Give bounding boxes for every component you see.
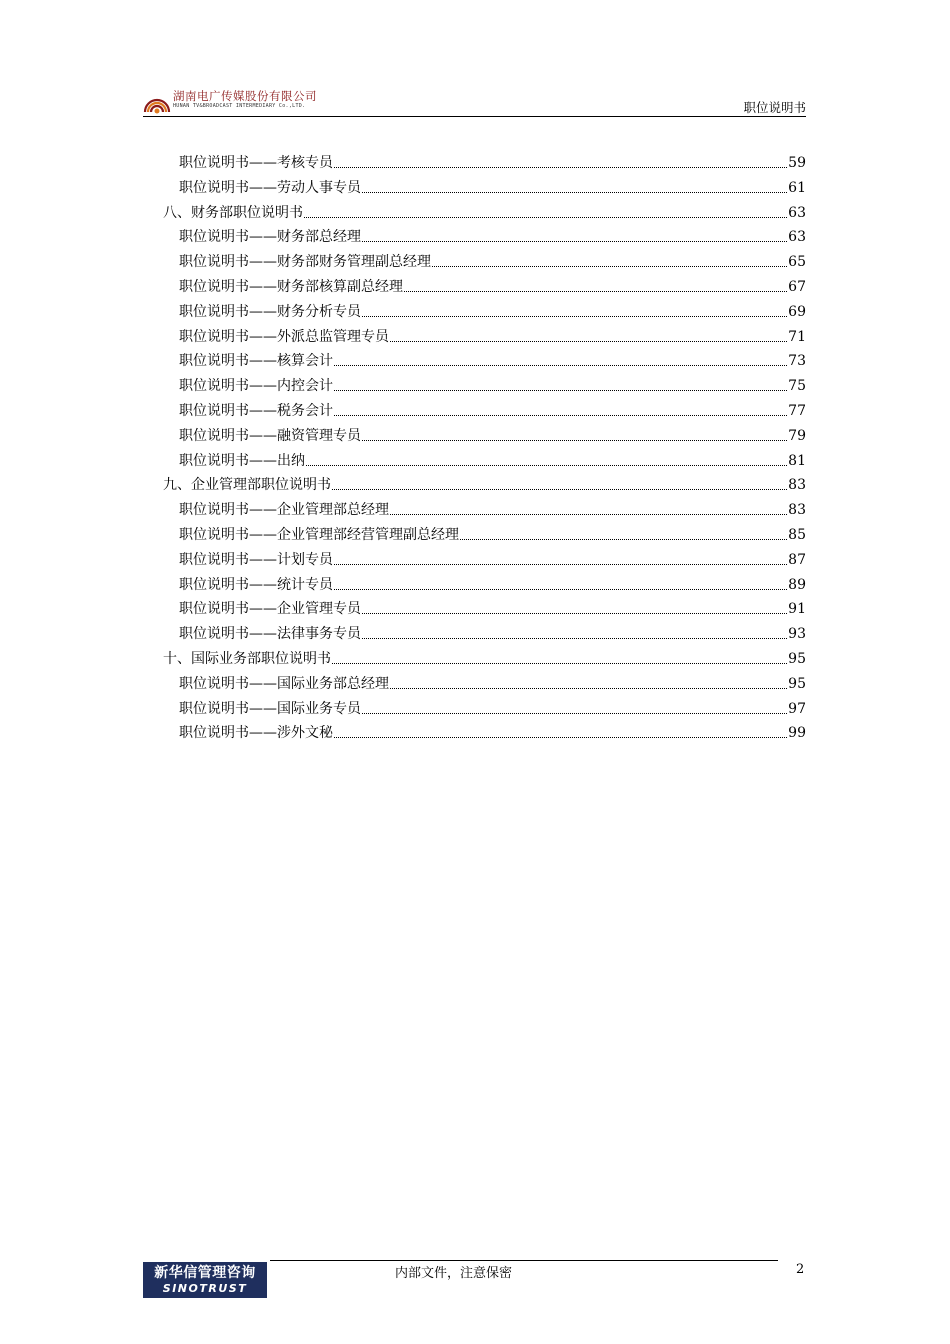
toc-entry-page: 97	[788, 700, 806, 717]
toc-dot-leader	[362, 192, 787, 193]
toc-entry-page: 83	[788, 477, 806, 494]
toc-dot-leader	[460, 539, 787, 540]
toc-entry-page: 73	[788, 353, 806, 370]
toc-entry-title: 职位说明书——税务会计	[179, 403, 333, 419]
toc-entry-title: 职位说明书——财务部总经理	[179, 229, 361, 246]
toc-entry-title: 九、企业管理部职位说明书	[163, 477, 331, 494]
toc-entry-title: 职位说明书——统计专员	[179, 576, 333, 593]
toc-entry[interactable]	[179, 520, 806, 544]
toc-entry-page: 69	[788, 303, 806, 320]
toc-entry-title: 职位说明书——考核专员	[179, 155, 333, 171]
toc-dot-leader	[332, 489, 787, 490]
footer-divider	[270, 1260, 778, 1261]
toc-entry[interactable]	[179, 495, 806, 519]
toc-entry-page: 95	[788, 651, 806, 667]
toc-entry-title: 职位说明书——企业管理专员	[179, 601, 361, 618]
toc-dot-leader	[390, 341, 787, 342]
toc-dot-leader	[334, 167, 787, 168]
toc-dot-leader	[362, 613, 787, 614]
toc-entry-title: 职位说明书——国际业务专员	[179, 700, 361, 717]
toc-entry[interactable]	[179, 297, 806, 321]
toc-dot-leader	[390, 688, 787, 689]
toc-entry[interactable]	[179, 619, 806, 643]
toc-dot-leader	[304, 217, 787, 218]
toc-entry-title: 八、财务部职位说明书	[163, 204, 303, 221]
consultant-logo-cn: 新华信管理咨询	[154, 1265, 256, 1281]
toc-entry-page: 61	[788, 179, 806, 196]
toc-dot-leader	[334, 415, 787, 416]
toc-entry[interactable]	[179, 173, 806, 197]
toc-entry-title: 职位说明书——外派总监管理专员	[179, 328, 389, 345]
toc-entry-page: 67	[788, 279, 806, 295]
toc-entry-title: 职位说明书——劳动人事专员	[179, 179, 361, 196]
toc-entry[interactable]	[179, 545, 806, 569]
toc-dot-leader	[334, 737, 787, 738]
toc-entry[interactable]	[179, 570, 806, 594]
toc-entry-page: 65	[788, 254, 806, 271]
toc-entry[interactable]	[179, 669, 806, 693]
toc-entry[interactable]	[179, 346, 806, 370]
toc-dot-leader	[362, 440, 787, 441]
toc-dot-leader	[362, 316, 787, 317]
consultant-logo	[143, 1262, 267, 1298]
toc-entry[interactable]	[179, 694, 806, 718]
toc-dot-leader	[306, 465, 787, 466]
toc-entry-page: 87	[788, 551, 806, 568]
toc-entry[interactable]	[163, 644, 806, 668]
toc-entry-title: 职位说明书——涉外文秘	[179, 725, 333, 742]
toc-entry[interactable]	[179, 148, 806, 172]
toc-dot-leader	[432, 266, 787, 267]
toc-entry-title: 职位说明书——财务分析专员	[179, 303, 361, 320]
toc-entry-title: 职位说明书——企业管理部经营管理副总经理	[179, 527, 459, 543]
toc-entry[interactable]	[179, 322, 806, 346]
toc-entry[interactable]	[179, 222, 806, 246]
toc-entry-page: 63	[788, 229, 806, 246]
toc-dot-leader	[362, 241, 787, 242]
toc-entry-title: 职位说明书——财务部核算副总经理	[179, 279, 403, 295]
toc-entry[interactable]	[179, 718, 806, 742]
toc-entry[interactable]	[163, 470, 806, 494]
company-name-en: HUNAN TV&BROADCAST INTERMEDIARY Co.,LTD.	[173, 103, 306, 109]
company-logo	[143, 90, 317, 114]
confidential-notice: 内部文件，注意保密	[395, 1266, 513, 1281]
toc-entry-page: 77	[788, 403, 806, 419]
toc-entry-title: 职位说明书——计划专员	[179, 551, 333, 568]
toc-entry-page: 59	[788, 155, 806, 171]
toc-entry-title: 职位说明书——核算会计	[179, 353, 333, 370]
toc-entry[interactable]	[179, 421, 806, 445]
toc-entry-page: 81	[788, 452, 806, 469]
toc-entry-page: 83	[788, 502, 806, 519]
toc-entry-page: 95	[788, 675, 806, 692]
toc-dot-leader	[334, 365, 787, 366]
toc-entry-title: 十、国际业务部职位说明书	[163, 651, 331, 667]
toc-dot-leader	[334, 589, 787, 590]
toc-entry[interactable]	[179, 371, 806, 395]
page-header	[143, 88, 806, 117]
toc-dot-leader	[334, 390, 787, 391]
toc-entry[interactable]	[163, 198, 806, 222]
toc-entry-title: 职位说明书——国际业务部总经理	[179, 675, 389, 692]
toc-entry[interactable]	[179, 247, 806, 271]
toc-dot-leader	[404, 291, 787, 292]
toc-dot-leader	[362, 713, 787, 714]
toc-entry[interactable]	[179, 594, 806, 618]
page-number: 2	[796, 1262, 805, 1277]
toc-entry-page: 63	[788, 204, 806, 221]
toc-entry-title: 职位说明书——法律事务专员	[179, 626, 361, 643]
toc-entry-title: 职位说明书——财务部财务管理副总经理	[179, 254, 431, 271]
toc-entry-page: 71	[788, 328, 806, 345]
toc-dot-leader	[334, 564, 787, 565]
toc-entry-title: 职位说明书——出纳	[179, 452, 305, 469]
consultant-logo-en: SINOTRUST	[162, 1282, 248, 1295]
page-footer	[143, 1256, 806, 1306]
company-name-cn: 湖南电广传媒股份有限公司	[173, 89, 317, 103]
toc-entry-page: 79	[788, 427, 806, 444]
toc-entry-page: 75	[788, 378, 806, 395]
toc-entry-page: 93	[788, 626, 806, 643]
toc-entry-title: 职位说明书——内控会计	[179, 378, 333, 395]
toc-entry-page: 85	[788, 527, 806, 543]
toc-dot-leader	[390, 514, 787, 515]
toc-entry[interactable]	[179, 272, 806, 296]
toc-dot-leader	[332, 663, 787, 664]
toc-entry-page: 91	[788, 601, 806, 618]
toc-entry-page: 89	[788, 576, 806, 593]
toc-entry[interactable]	[179, 446, 806, 470]
toc-entry-title: 职位说明书——企业管理部总经理	[179, 502, 389, 519]
company-logo-icon	[143, 90, 171, 114]
toc-entry[interactable]	[179, 396, 806, 420]
toc-entry-title: 职位说明书——融资管理专员	[179, 427, 361, 444]
header-doc-title: 职位说明书	[743, 100, 806, 115]
toc-entry-page: 99	[788, 725, 806, 742]
toc-dot-leader	[362, 638, 787, 639]
